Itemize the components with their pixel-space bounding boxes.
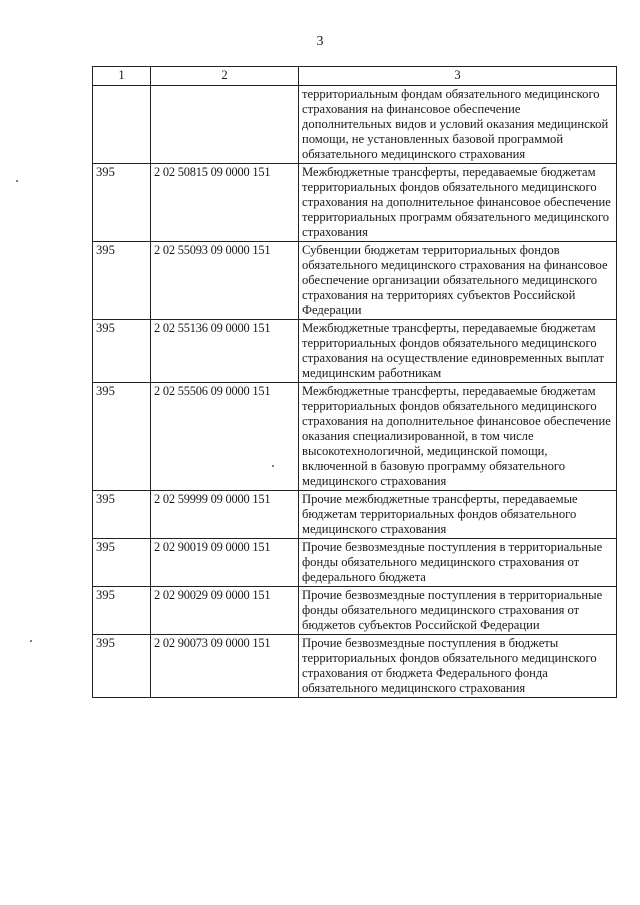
table-row xyxy=(93,587,617,635)
page-number: 3 xyxy=(316,34,324,49)
admin-code-cell xyxy=(93,86,151,164)
description-cell: Межбюджетные трансферты, передаваемые бюджетам территориальных фондов обязательного медицинского страхования на осуществление единовременных выплат медицинским работникам xyxy=(299,320,617,383)
revenue-code-cell: 2 02 90073 09 0000 151 xyxy=(151,635,299,698)
column-header-3: 3 xyxy=(299,67,617,86)
admin-code-cell: 395 xyxy=(93,164,151,242)
description-cell: Межбюджетные трансферты, передаваемые бюджетам территориальных фондов обязательного медицинского страхования на дополнительное финансовое обеспечение оказания специализированной, в том числе высокотехнологичной, медицинской помощи, включенной в базовую программу обязательного медицинского страхования xyxy=(299,383,617,491)
revenue-code-cell: 2 02 55093 09 0000 151 xyxy=(151,242,299,320)
revenue-code-cell: 2 02 90029 09 0000 151 xyxy=(151,587,299,635)
admin-code-cell: 395 xyxy=(93,491,151,539)
admin-code-cell: 395 xyxy=(93,635,151,698)
description-cell: территориальным фондам обязательного медицинского страхования на финансовое обеспечение дополнительных видов и условий оказания медицинской помощи, не установленных базовой программой обязательного медицинского страхования xyxy=(299,86,617,164)
scan-speck xyxy=(16,180,18,182)
table-header-row xyxy=(93,67,617,86)
table-row xyxy=(93,539,617,587)
admin-code-cell: 395 xyxy=(93,242,151,320)
description-cell: Субвенции бюджетам территориальных фондов обязательного медицинского страхования на финансовое обеспечение организации обязательного медицинского страхования на территориях субъектов Российской Федерации xyxy=(299,242,617,320)
revenue-code-cell: 2 02 55136 09 0000 151 xyxy=(151,320,299,383)
column-header-2: 2 xyxy=(151,67,299,86)
description-cell: Прочие безвозмездные поступления в бюджеты территориальных фондов обязательного медицинского страхования от бюджета Федерального фонда обязательного медицинского страхования xyxy=(299,635,617,698)
admin-code-cell: 395 xyxy=(93,383,151,491)
description-cell: Прочие безвозмездные поступления в территориальные фонды обязательного медицинского страхования от федерального бюджета xyxy=(299,539,617,587)
table-row xyxy=(93,86,617,164)
revenue-code-cell: 2 02 55506 09 0000 151 xyxy=(151,383,299,491)
admin-code-cell: 395 xyxy=(93,320,151,383)
scan-speck xyxy=(30,640,32,642)
revenue-code-cell: 2 02 90019 09 0000 151 xyxy=(151,539,299,587)
admin-code-cell: 395 xyxy=(93,539,151,587)
column-header-1: 1 xyxy=(93,67,151,86)
description-cell: Прочие межбюджетные трансферты, передаваемые бюджетам территориальных фондов обязательного медицинского страхования xyxy=(299,491,617,539)
table-row xyxy=(93,242,617,320)
table-row xyxy=(93,491,617,539)
revenue-code-cell xyxy=(151,86,299,164)
table-row xyxy=(93,164,617,242)
revenue-code-cell: 2 02 59999 09 0000 151 xyxy=(151,491,299,539)
revenue-code-cell: 2 02 50815 09 0000 151 xyxy=(151,164,299,242)
revenue-codes-table xyxy=(92,66,617,698)
table-row xyxy=(93,320,617,383)
scan-speck xyxy=(272,465,274,467)
description-cell: Межбюджетные трансферты, передаваемые бюджетам территориальных фондов обязательного медицинского страхования на дополнительное финансовое обеспечение территориальных программ обязательного медицинского страхования xyxy=(299,164,617,242)
description-cell: Прочие безвозмездные поступления в территориальные фонды обязательного медицинского страхования от бюджетов субъектов Российской Федерации xyxy=(299,587,617,635)
table-row xyxy=(93,635,617,698)
admin-code-cell: 395 xyxy=(93,587,151,635)
table-row xyxy=(93,383,617,491)
